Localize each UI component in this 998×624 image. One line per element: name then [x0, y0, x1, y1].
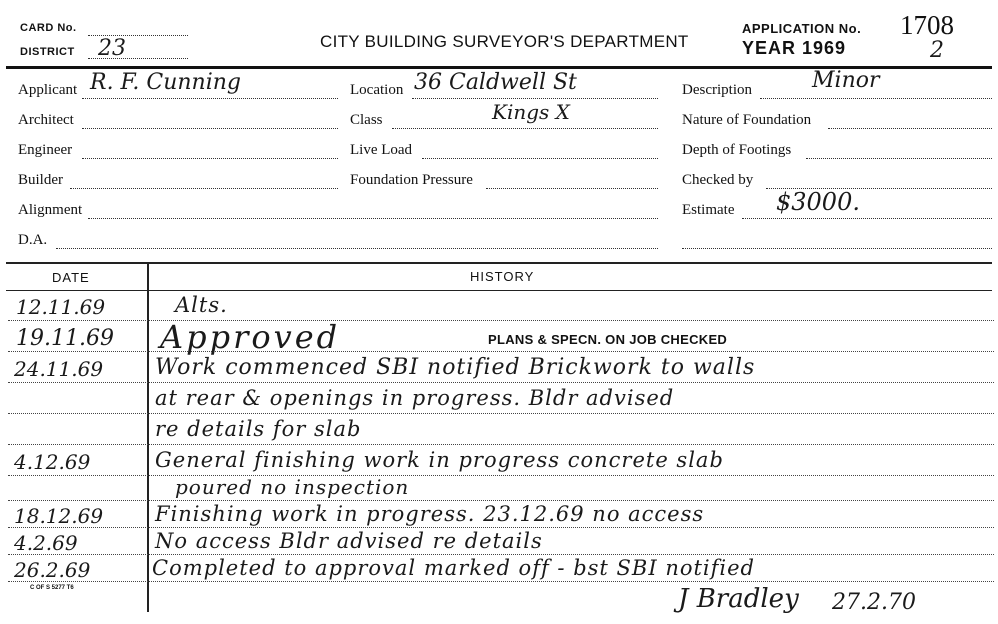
- builder-label: Builder: [18, 172, 63, 188]
- history-row-rule: [8, 475, 994, 476]
- entry-text: Work commenced SBI notified Brickwork to walls: [155, 355, 756, 380]
- engineer-label: Engineer: [18, 142, 73, 158]
- history-row-rule: [8, 554, 994, 555]
- depth-of-footings-line: [806, 158, 992, 159]
- depth-of-footings-label: Depth of Footings: [682, 142, 792, 158]
- entry-date: 26.2.69: [14, 558, 91, 582]
- applicant-value: R. F. Cunning: [90, 70, 242, 95]
- applicant-line: [82, 98, 338, 99]
- estimate-label: Estimate: [682, 202, 735, 218]
- entry-text: at rear & openings in progress. Bldr advised: [155, 386, 675, 410]
- signature: J Bradley: [678, 584, 799, 614]
- nature-of-foundation-label: Nature of Foundation: [682, 112, 812, 128]
- engineer-line: [82, 158, 338, 159]
- location-label: Location: [350, 82, 404, 98]
- application-no-value: 1708: [900, 10, 954, 40]
- location-value: 36 Caldwell St: [414, 70, 577, 95]
- date-column-divider: [147, 262, 149, 612]
- history-row-rule: [8, 527, 994, 528]
- live-load-label: Live Load: [350, 142, 413, 158]
- district-label: DISTRICT: [20, 46, 75, 58]
- description-label: Description: [682, 82, 752, 98]
- estimate-value: $3000.: [776, 188, 860, 216]
- history-row-rule: [8, 382, 994, 383]
- plans-checked-stamp: PLANS & SPECN. ON JOB CHECKED: [488, 332, 728, 347]
- class-label: Class: [350, 112, 383, 128]
- entry-text: re details for slab: [155, 417, 362, 441]
- alignment-line: [88, 218, 658, 219]
- district-value: 23: [98, 36, 126, 61]
- entry-text: No access Bldr advised re details: [155, 529, 543, 553]
- nature-of-foundation-line: [828, 128, 992, 129]
- location-line: [412, 98, 658, 99]
- history-row-rule: [8, 320, 994, 321]
- applicant-label: Applicant: [18, 82, 78, 98]
- foundation-pressure-label: Foundation Pressure: [350, 172, 473, 188]
- card-no-label: CARD No.: [20, 22, 77, 34]
- department-title: CITY BUILDING SURVEYOR'S DEPARTMENT: [320, 32, 689, 51]
- entry-text: General finishing work in progress concrete slab: [155, 448, 724, 472]
- alignment-label: Alignment: [18, 202, 83, 218]
- foundation-pressure-line: [486, 188, 658, 189]
- extra-line: [682, 248, 992, 249]
- entry-text: poured no inspection: [175, 475, 410, 499]
- da-line: [56, 248, 658, 249]
- history-row-rule: [8, 581, 994, 582]
- description-value: Minor: [812, 68, 880, 93]
- history-column-header: HISTORY: [470, 269, 535, 284]
- history-row-rule: [8, 444, 994, 445]
- estimate-line: [742, 218, 992, 219]
- class-value: Kings X: [492, 100, 570, 124]
- architect-label: Architect: [18, 112, 74, 128]
- history-row-rule: [8, 500, 994, 501]
- da-label: D.A.: [18, 232, 48, 248]
- entry-date: 12.11.69: [16, 295, 106, 319]
- year-label: YEAR 1969: [742, 38, 847, 58]
- history-row-rule: [8, 413, 994, 414]
- class-line: [392, 128, 658, 129]
- signature-date: 27.2.70: [832, 590, 916, 615]
- date-column-header: DATE: [52, 270, 90, 285]
- history-header-rule: [6, 290, 992, 291]
- entry-date: 4.12.69: [14, 450, 91, 474]
- history-row-rule: [8, 351, 994, 352]
- entry-date: 18.12.69: [14, 504, 104, 528]
- application-no-label: APPLICATION No.: [742, 21, 862, 36]
- entry-text: Completed to approval marked off - bst SBI notified: [152, 556, 755, 580]
- form-code: C OF S 5277 T6: [30, 585, 74, 591]
- architect-line: [82, 128, 338, 129]
- entry-date: 24.11.69: [14, 357, 104, 381]
- description-line: [760, 98, 992, 99]
- entry-text: Alts.: [175, 293, 228, 317]
- year-mark: 2: [930, 38, 944, 63]
- history-top-rule: [6, 262, 992, 264]
- entry-date: 19.11.69: [16, 326, 114, 351]
- entry-text: Approved: [160, 318, 341, 356]
- live-load-line: [422, 158, 658, 159]
- builder-line: [70, 188, 338, 189]
- entry-text: Finishing work in progress. 23.12.69 no access: [155, 502, 705, 526]
- checked-by-label: Checked by: [682, 172, 754, 188]
- entry-date: 4.2.69: [14, 531, 78, 555]
